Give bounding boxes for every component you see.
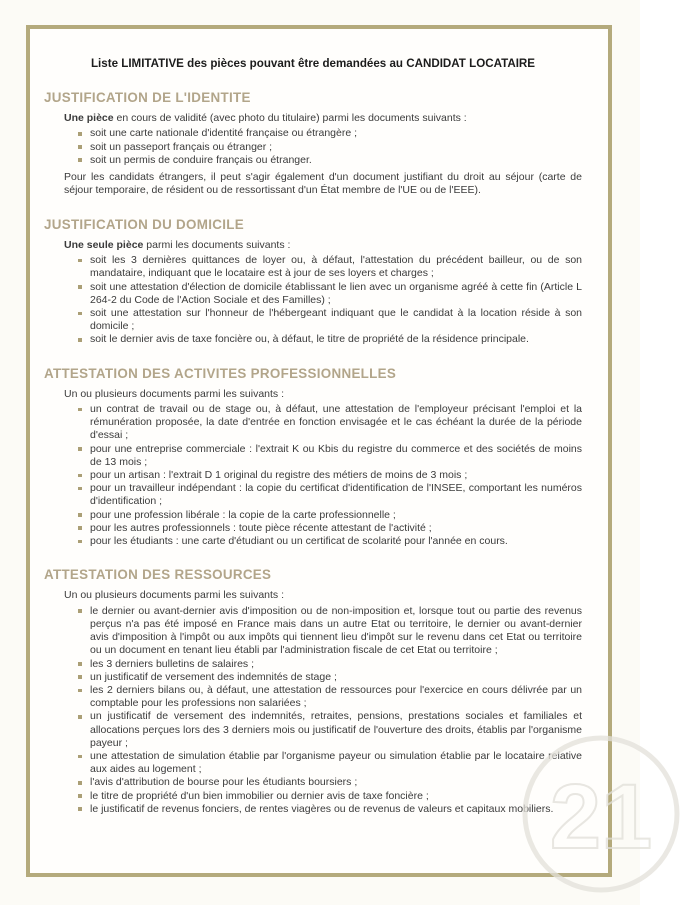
section-footer: Pour les candidats étrangers, il peut s'agir également d'un document justifiant du droit au séjour (carte de séjour temporaire, de résident ou de ressortissant d'un État membre de l'UE ou de l'EEE).	[64, 171, 582, 197]
section-intro-text: parmi les documents suivants :	[143, 238, 291, 251]
list-item	[68, 535, 582, 548]
section-intro-bold: Une seule pièce	[64, 238, 144, 251]
bullet-square-icon	[78, 338, 82, 342]
bullet-square-icon	[78, 755, 82, 759]
list-item-text: pour une profession libérale : la copie de la carte professionnelle ;	[90, 508, 396, 521]
section-intro-text: en cours de validité (avec photo du titulaire) parmi les documents suivants :	[113, 112, 467, 124]
list-item	[68, 307, 582, 333]
section-heading: ATTESTATION DES ACTIVITES PROFESSIONNELLES	[44, 365, 397, 381]
list-item-text: soit une attestation sur l'honneur de l'hébergeant indiquant que le candidat à la location réside à son domicile ;	[90, 307, 582, 333]
section-heading: ATTESTATION DES RESSOURCES	[44, 567, 272, 583]
list-item	[68, 141, 582, 154]
list-item-text: le dernier ou avant-dernier avis d'imposition ou de non-imposition et, lorsque tout ou partie des revenus perçus n'a pas été imposé en France mais dans un autre Etat ou territoire, le dernier ou avant-dernier avis d'imposition à l'impôt ou aux impôts qui tiennent lieu d'impôt sur le revenu dans cet Etat ou territoire ou un document en tenant lieu établi par l'administration fiscale de cet Etat ou territoire ;	[90, 604, 582, 657]
list-item-text: un justificatif de versement des indemnités, retraites, pensions, prestations sociales et familiales et allocations perçues lors des 3 derniers mois ou justificatif de l'ouverture des droits, établis par l'organisme payeur ;	[90, 710, 582, 749]
bullet-square-icon	[78, 447, 82, 451]
list-item-text: soit une carte nationale d'identité française ou étrangère ;	[90, 127, 358, 140]
list-item	[68, 710, 582, 750]
document-section	[44, 366, 582, 549]
section-intro-text: Un ou plusieurs documents parmi les suivants :	[64, 589, 285, 602]
list-item-text: une attestation de simulation établie par l'organisme payeur ou simulation établie par le locataire relative aux aides au logement ;	[90, 749, 582, 776]
list-item	[68, 522, 582, 535]
list-item	[68, 671, 582, 684]
list-item-text: le titre de propriété d'un bien immobilier ou dernier avis de taxe foncière ;	[90, 789, 429, 802]
bullet-square-icon	[78, 781, 82, 785]
list-item	[68, 684, 582, 710]
list-item	[68, 469, 582, 482]
section-list	[44, 403, 582, 548]
list-item-text: pour les autres professionnels : toute pièce récente attestant de l'activité ;	[90, 521, 432, 534]
list-item-text: pour un artisan : l'extrait D 1 original du registre des métiers de moins de 3 mois ;	[90, 469, 468, 482]
section-list	[44, 127, 582, 167]
list-item	[68, 790, 582, 803]
section-intro-bold: Une pièce	[64, 112, 114, 124]
bullet-square-icon	[78, 540, 82, 544]
list-item-text: l'avis d'attribution de bourse pour les étudiants boursiers ;	[90, 776, 358, 789]
document-content	[30, 29, 608, 816]
bullet-square-icon	[78, 807, 82, 811]
bullet-square-icon	[78, 675, 82, 679]
list-item	[68, 803, 582, 816]
bullet-square-icon	[78, 285, 82, 289]
bullet-square-icon	[78, 526, 82, 530]
list-item-text: soit une attestation d'élection de domicile établissant le lien avec un organisme agréé à cette fin (Article L 264-2 du Code de l'Action Sociale et des Familles) ;	[90, 280, 582, 306]
bullet-square-icon	[78, 259, 82, 263]
list-item-text: soit le dernier avis de taxe foncière ou, à défaut, le titre de propriété de la résidence principale.	[90, 333, 529, 346]
bullet-square-icon	[78, 132, 82, 136]
list-item	[68, 509, 582, 522]
section-list	[44, 605, 582, 816]
list-item	[68, 254, 582, 280]
list-item-text: le justificatif de revenus fonciers, de rentes viagères ou de revenus de valeurs et capitaux mobiliers.	[90, 802, 554, 815]
bullet-square-icon	[78, 689, 82, 693]
list-item-text: soit les 3 dernières quittances de loyer ou, à défaut, l'attestation du précédent bailleur, ou de son mandataire, indiquant que le locataire est à jour de ses loyers et charges ;	[90, 254, 582, 280]
bullet-square-icon	[78, 158, 82, 162]
section-intro	[64, 589, 582, 602]
list-item	[68, 776, 582, 789]
list-item	[68, 482, 582, 508]
list-item	[68, 281, 582, 307]
section-heading: JUSTIFICATION DU DOMICILE	[44, 216, 244, 232]
list-item-text: pour une entreprise commerciale : l'extrait K ou Kbis du registre du commerce et des sociétés de moins de 13 mois ;	[90, 442, 582, 468]
bullet-square-icon	[78, 408, 82, 412]
section-intro	[64, 112, 582, 125]
bullet-square-icon	[78, 145, 82, 149]
list-item-text: pour les étudiants : une carte d'étudiant ou un certificat de scolarité pour l'année en cours.	[90, 535, 508, 548]
page-title: Liste LIMITATIVE des pièces pouvant être demandées au CANDIDAT LOCATAIRE	[90, 57, 536, 70]
list-item-text: soit un permis de conduire français ou étranger.	[90, 153, 312, 166]
section-intro-text: Un ou plusieurs documents parmi les suivants :	[64, 387, 285, 400]
section-list	[44, 254, 582, 346]
list-item	[68, 154, 582, 167]
list-item	[68, 750, 582, 776]
list-item-text: les 3 derniers bulletins de salaires ;	[90, 657, 255, 670]
section-intro	[64, 239, 582, 252]
document-section	[44, 567, 582, 816]
list-item	[68, 658, 582, 671]
bullet-square-icon	[78, 662, 82, 666]
list-item	[68, 605, 582, 658]
list-item	[68, 333, 582, 346]
list-item	[68, 403, 582, 443]
list-item-text: pour un travailleur indépendant : la copie du certificat d'identification de l'INSEE, comportant les numéros d'identification ;	[90, 482, 582, 508]
list-item	[68, 127, 582, 140]
page-border-frame	[26, 25, 612, 877]
bullet-square-icon	[78, 474, 82, 478]
bullet-square-icon	[78, 609, 82, 613]
bullet-square-icon	[78, 715, 82, 719]
bullet-square-icon	[78, 513, 82, 517]
bullet-square-icon	[78, 312, 82, 316]
list-item-text: un contrat de travail ou de stage ou, à défaut, une attestation de l'employeur précisant l'emploi et la rémunération proposée, la date d'entrée en fonction envisagée et le cas échéant la durée de la période d'essai ;	[90, 403, 582, 442]
sections-container	[44, 90, 582, 816]
bullet-square-icon	[78, 487, 82, 491]
watermark-number: 21	[549, 766, 653, 868]
list-item-text: les 2 derniers bilans ou, à défaut, une attestation de ressources pour l'exercice en cours délivrée par un comptable pour les professions non salariées ;	[90, 683, 582, 710]
section-intro	[64, 388, 582, 401]
document-section	[44, 90, 582, 198]
document-section	[44, 217, 582, 347]
section-heading: JUSTIFICATION DE L'IDENTITE	[44, 90, 251, 105]
list-item	[68, 443, 582, 469]
list-item-text: soit un passeport français ou étranger ;	[90, 140, 273, 153]
list-item-text: un justificatif de versement des indemnités de stage ;	[90, 670, 337, 683]
bullet-square-icon	[78, 794, 82, 798]
